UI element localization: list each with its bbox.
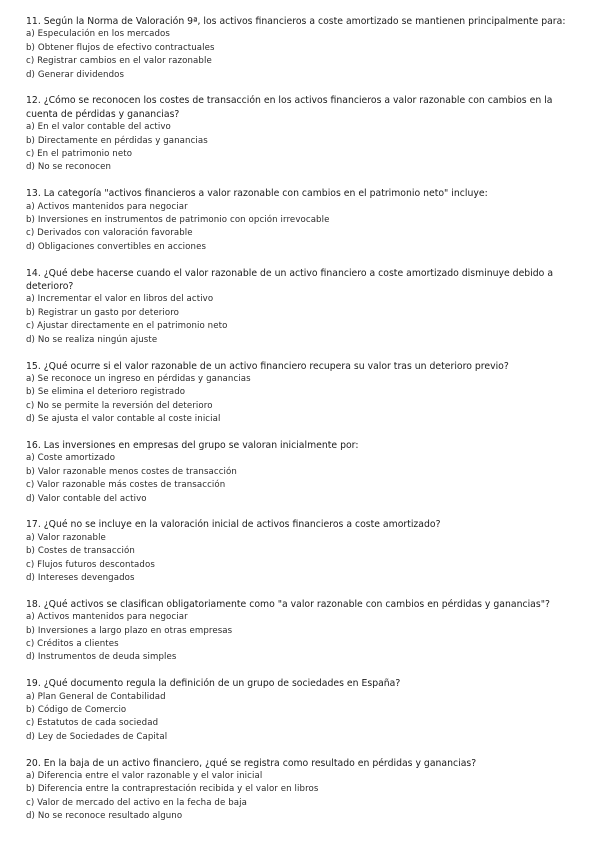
- option-c: c) Registrar cambios en el valor razonable: [26, 56, 212, 67]
- question-text: 13. La categoría "activos financieros a valor razonable con cambios en el patrimonio neto" incluye:: [26, 188, 488, 200]
- question-15: [26, 360, 574, 427]
- question-text: 15. ¿Qué ocurre si el valor razonable de un activo financiero recupera su valor tras un deterioro previo?: [26, 360, 509, 372]
- option-c: c) Ajustar directamente en el patrimonio neto: [26, 321, 228, 332]
- option-a: a) Plan General de Contabilidad: [26, 691, 166, 702]
- question-11: [26, 15, 574, 82]
- question-12: [26, 94, 574, 174]
- option-b: b) Valor razonable menos costes de transacción: [26, 466, 237, 477]
- option-d: d) No se reconoce resultado alguno: [26, 811, 183, 822]
- option-a: a) Activos mantenidos para negociar: [26, 201, 188, 212]
- option-a: a) Diferencia entre el valor razonable y el valor inicial: [26, 771, 263, 782]
- option-c: c) Derivados con valoración favorable: [26, 228, 193, 239]
- option-c: c) No se permite la reversión del deterioro: [26, 400, 213, 411]
- option-d: d) Generar dividendos: [26, 69, 125, 80]
- option-b: b) Obtener flujos de efectivo contractuales: [26, 42, 215, 53]
- option-c: c) En el patrimonio neto: [26, 149, 133, 160]
- option-b: b) Diferencia entre la contraprestación recibida y el valor en libros: [26, 784, 319, 795]
- question-19: [26, 677, 574, 744]
- question-20: [26, 757, 574, 824]
- question-18: [26, 598, 574, 665]
- option-a: a) Coste amortizado: [26, 453, 116, 464]
- option-b: b) Registrar un gasto por deterioro: [26, 307, 180, 318]
- option-a: a) Valor razonable: [26, 532, 106, 543]
- option-d: d) Instrumentos de deuda simples: [26, 652, 177, 663]
- question-text: 14. ¿Qué debe hacerse cuando el valor razonable de un activo financiero a coste amortizado disminuye debido a deterioro?: [26, 267, 554, 293]
- option-a: a) Activos mantenidos para negociar: [26, 612, 188, 623]
- question-text: 19. ¿Qué documento regula la definición de un grupo de sociedades en España?: [26, 678, 401, 690]
- option-c: c) Valor de mercado del activo en la fecha de baja: [26, 797, 247, 808]
- option-a: a) Especulación en los mercados: [26, 29, 170, 40]
- question-16: [26, 439, 574, 506]
- option-d: d) No se reconocen: [26, 162, 112, 173]
- question-14: [26, 267, 574, 347]
- question-13: [26, 187, 574, 254]
- question-text: 11. Según la Norma de Valoración 9ª, los activos financieros a coste amortizado se mantienen principalmente para:: [26, 16, 566, 27]
- question-text: 12. ¿Cómo se reconocen los costes de transacción en los activos financieros a valor razonable con cambios en la cuenta de pérdidas y ganancias?: [26, 95, 553, 120]
- question-text: 18. ¿Qué activos se clasifican obligatoriamente como "a valor razonable con cambios en pérdidas y ganancias"?: [26, 598, 550, 610]
- option-a: a) Se reconoce un ingreso en pérdidas y ganancias: [26, 373, 251, 384]
- option-c: c) Estatutos de cada sociedad: [26, 718, 159, 729]
- option-a: a) Incrementar el valor en libros del activo: [26, 294, 214, 305]
- question-17: [26, 518, 574, 585]
- question-text: 17. ¿Qué no se incluye en la valoración inicial de activos financieros a coste amortizado?: [26, 519, 441, 531]
- option-d: d) Intereses devengados: [26, 572, 135, 583]
- option-b: b) Directamente en pérdidas y ganancias: [26, 135, 208, 146]
- option-a: a) En el valor contable del activo: [26, 122, 171, 133]
- option-c: c) Flujos futuros descontados: [26, 559, 155, 570]
- option-d: d) Obligaciones convertibles en acciones: [26, 241, 207, 252]
- option-d: d) Valor contable del activo: [26, 493, 147, 504]
- option-b: b) Se elimina el deterioro registrado: [26, 387, 186, 398]
- option-b: b) Costes de transacción: [26, 546, 135, 557]
- option-d: d) Ley de Sociedades de Capital: [26, 731, 168, 742]
- option-b: b) Inversiones en instrumentos de patrimonio con opción irrevocable: [26, 215, 330, 226]
- question-text: 16. Las inversiones en empresas del grupo se valoran inicialmente por:: [26, 439, 359, 451]
- option-c: c) Valor razonable más costes de transacción: [26, 480, 226, 491]
- question-text: 20. En la baja de un activo financiero, ¿qué se registra como resultado en pérdidas y ganancias?: [26, 757, 477, 769]
- option-b: b) Inversiones a largo plazo en otras empresas: [26, 625, 233, 636]
- option-d: d) Se ajusta el valor contable al coste inicial: [26, 414, 221, 425]
- option-b: b) Código de Comercio: [26, 705, 127, 715]
- option-c: c) Créditos a clientes: [26, 638, 119, 649]
- option-d: d) No se realiza ningún ajuste: [26, 334, 158, 345]
